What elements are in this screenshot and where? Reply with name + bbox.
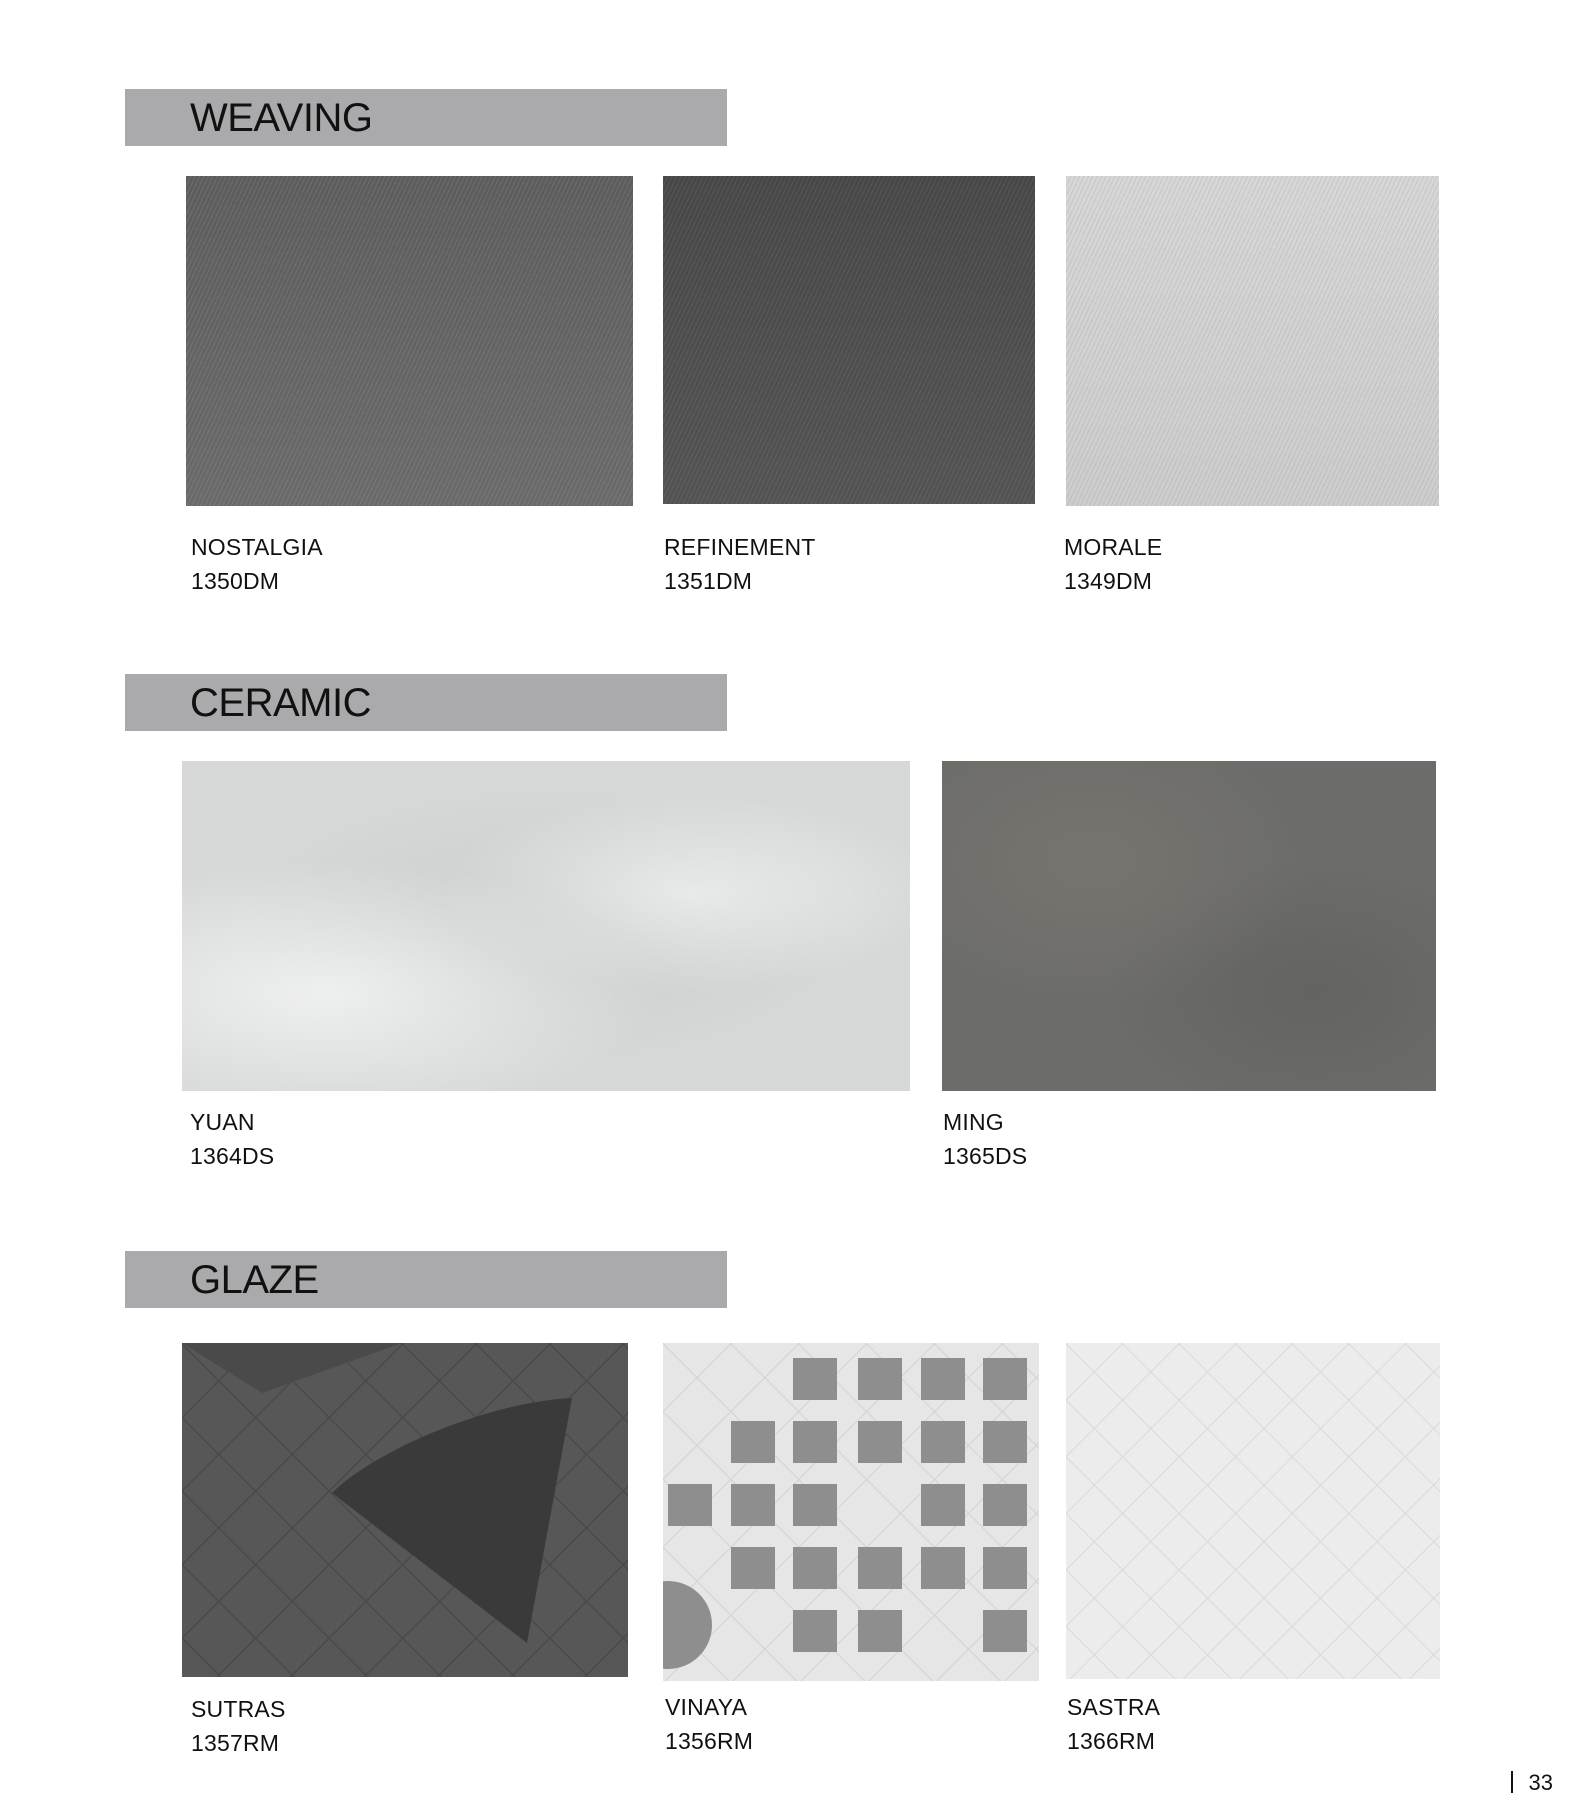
section-header-ceramic [125,674,727,731]
section-header-weaving [125,89,727,146]
product-label-refinement [664,530,816,598]
swatch-vinaya [663,1343,1039,1681]
product-label-nostalgia [191,530,323,598]
product-name: REFINEMENT [664,534,816,560]
product-name: NOSTALGIA [191,534,323,560]
product-name: SUTRAS [191,1696,286,1722]
product-label-yuan [190,1105,274,1173]
swatch-morale [1066,176,1439,506]
section-title: WEAVING [190,96,373,140]
swatch-yuan [182,761,910,1091]
section-header-glaze [125,1251,727,1308]
product-code: 1350DM [191,568,280,594]
product-label-sastra [1067,1690,1160,1758]
swatch-nostalgia [186,176,633,506]
swatch-sutras [182,1343,628,1677]
product-code: 1366RM [1067,1728,1156,1754]
product-code: 1364DS [190,1143,275,1169]
page-number-divider [1511,1771,1513,1793]
product-name: MORALE [1064,534,1163,560]
product-name: YUAN [190,1109,255,1135]
product-label-sutras [191,1692,286,1760]
swatch-refinement [663,176,1035,504]
section-title: CERAMIC [190,681,371,725]
product-code: 1349DM [1064,568,1153,594]
page-number-value: 33 [1528,1770,1553,1795]
product-label-morale [1064,530,1162,598]
product-code: 1351DM [664,568,753,594]
swatch-sastra [1066,1343,1440,1679]
product-name: VINAYA [665,1694,748,1720]
product-label-vinaya [665,1690,753,1758]
product-name: MING [943,1109,1004,1135]
product-code: 1357RM [191,1730,280,1756]
product-name: SASTRA [1067,1694,1161,1720]
swatch-ming [942,761,1436,1091]
page-number [1511,1770,1553,1796]
product-label-ming [943,1105,1027,1173]
product-code: 1356RM [665,1728,754,1754]
section-title: GLAZE [190,1258,319,1302]
product-code: 1365DS [943,1143,1028,1169]
